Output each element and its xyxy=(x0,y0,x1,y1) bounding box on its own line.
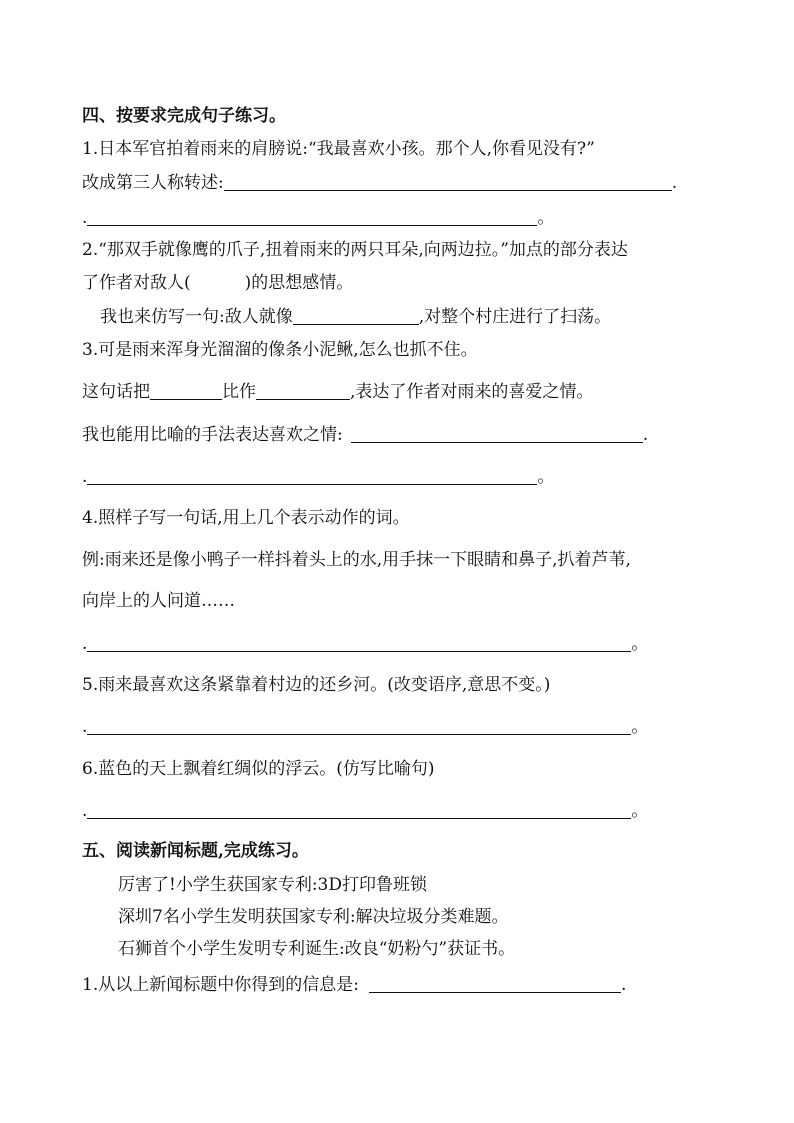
q2-imitate-pre: 我也来仿写一句:敌人就像 xyxy=(100,307,293,327)
q3-blank-1[interactable] xyxy=(150,382,222,400)
q6-answer-line xyxy=(82,799,648,823)
q2-imitate-line xyxy=(100,305,611,329)
q3-fill-line xyxy=(82,380,593,404)
q3-own: 我也能用比喻的手法表达喜欢之情: xyxy=(82,425,343,445)
headline-1: 厉害了!小学生获国家专利:3D打印鲁班锁 xyxy=(118,875,428,895)
q6-text: 6.蓝色的天上飘着红绸似的浮云。(仿写比喻句) xyxy=(82,759,435,779)
section5-title: 五、阅读新闻标题,完成练习。 xyxy=(82,841,309,861)
q6-blank[interactable] xyxy=(87,801,631,819)
q5-end: 。 xyxy=(631,717,649,737)
q1-prompt: 改成第三人称转述: xyxy=(82,173,224,193)
q3-answer-line2 xyxy=(82,465,554,489)
q3-own-line xyxy=(82,423,648,447)
q1-answer-line1 xyxy=(82,171,677,195)
q2-blank[interactable] xyxy=(293,307,419,325)
q3-fill-b: 比作 xyxy=(222,382,256,402)
q3-fill-a: 这句话把 xyxy=(82,382,150,402)
q3-end-2: 。 xyxy=(537,467,555,487)
section4-title: 四、按要求完成句子练习。 xyxy=(82,106,286,126)
q2-text-b-pre: 了作者对敌人( xyxy=(82,273,191,293)
q2-text-a: 2.“那双手就像鹰的爪子,扭着雨来的两只耳朵,向两边拉。”加点的部分表达 xyxy=(82,240,628,260)
q1-blank-1[interactable] xyxy=(224,173,672,191)
q1-answer-line2 xyxy=(82,206,554,230)
q4-text: 4.照样子写一句话,用上几个表示动作的词。 xyxy=(82,508,410,528)
q6-end: 。 xyxy=(631,801,649,821)
q5-text: 5.雨来最喜欢这条紧靠着村边的还乡河。(改变语序,意思不变。) xyxy=(82,675,551,695)
q3-blank-2[interactable] xyxy=(256,382,350,400)
q1-end-1: . xyxy=(671,173,678,193)
q3-fill-c: ,表达了作者对雨来的喜爱之情。 xyxy=(350,382,594,402)
q4-answer-line xyxy=(82,632,648,656)
q4-example-a: 例:雨来还是像小鸭子一样抖着头上的水,用手抹一下眼睛和鼻子,扒着芦苇, xyxy=(82,550,631,570)
q4-end: 。 xyxy=(631,634,649,654)
q5-blank[interactable] xyxy=(87,717,631,735)
s5-q1-line xyxy=(82,973,626,997)
headline-3: 石狮首个小学生发明专利诞生:改良“奶粉勺”获证书。 xyxy=(118,939,516,959)
q4-example-b: 向岸上的人问道…… xyxy=(82,591,235,611)
q1-blank-2[interactable] xyxy=(87,208,537,226)
q4-blank[interactable] xyxy=(87,634,631,652)
q6-dot: . xyxy=(82,801,88,821)
s5-q1-end: . xyxy=(620,975,627,995)
q3-blank-3[interactable] xyxy=(351,425,643,443)
q5-dot: . xyxy=(82,717,88,737)
q1-end-2: 。 xyxy=(537,208,555,228)
q2-text-b xyxy=(82,271,353,295)
q2-text-b-post: )的思想感情。 xyxy=(244,273,354,293)
q3-end-1: . xyxy=(642,425,649,445)
s5-q1-blank[interactable] xyxy=(369,975,621,993)
s5-q1-text: 1.从以上新闻标题中你得到的信息是: xyxy=(82,975,359,995)
q4-dot: . xyxy=(82,634,88,654)
q1-dot: . xyxy=(82,208,88,228)
q3-text: 3.可是雨来浑身光溜溜的像条小泥鳅,怎么也抓不住。 xyxy=(82,340,478,360)
headline-2: 深圳7名小学生发明获国家专利:解决垃圾分类难题。 xyxy=(118,907,509,927)
q3-blank-4[interactable] xyxy=(87,467,537,485)
q1-text: 1.日本军官拍着雨来的肩膀说:“我最喜欢小孩。那个人,你看见没有?” xyxy=(82,139,595,159)
q3-dot: . xyxy=(82,467,88,487)
q2-imitate-post: ,对整个村庄进行了扫荡。 xyxy=(418,307,612,327)
q5-answer-line xyxy=(82,715,648,739)
